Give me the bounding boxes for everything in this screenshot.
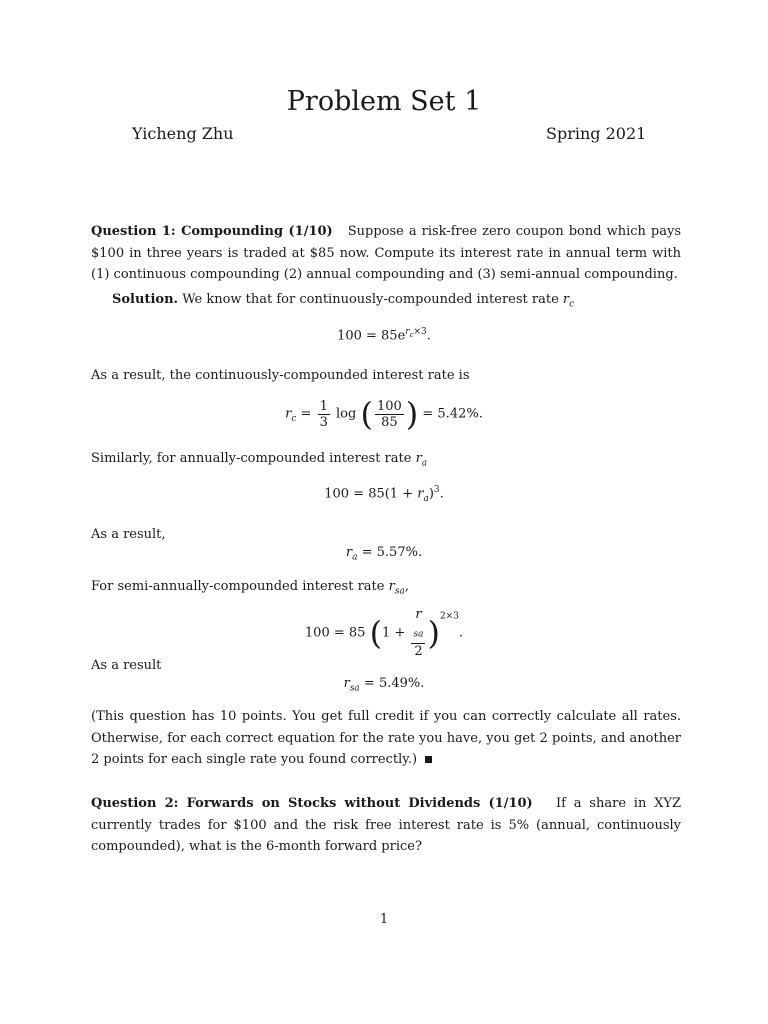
as-result-continuous: As a result, the continuously-compounded interest rate is <box>91 368 470 383</box>
solution-intro: Solution. We know that for continuously-compounded interest rate $r_c$ <box>112 292 575 310</box>
equation-4: $r_a = 5.57\%$. <box>345 545 423 563</box>
question-2 <box>91 793 681 858</box>
equation-3: $100 = 85(1 + r_a)^3$. <box>324 485 444 504</box>
question-2-heading: Question 2: Forwards on Stocks without Dividends (1/10) <box>91 796 533 811</box>
equation-1: $100 = 85e^{r_c\times 3}$. <box>337 327 431 344</box>
term-label: Spring 2021 <box>546 124 647 143</box>
similarly-annual: Similarly, for annually-compounded interest rate $r_a$ <box>91 451 428 469</box>
question-1-text: Suppose a risk-free zero coupon bond which pays $100 in three years is traded at $85 now. Compute its interest rate in annual term with (1) continuous compounding (2) annual compounding and (3) semi-annual compounding. <box>91 224 681 282</box>
page-title: Problem Set 1 <box>286 86 482 117</box>
equation-2: $r_c$ = $\frac{1}{3}$ log ( $\frac{100}{85}$ ) = 5.42%. <box>285 395 483 433</box>
qed-square-icon <box>425 756 432 763</box>
equation-5: 100 = 85 (1 + r $_{sa}$ 2 )$^{2\times 3}$. <box>304 607 464 659</box>
as-result-semi: As a result <box>91 658 162 673</box>
solution-label: Solution. <box>112 292 179 307</box>
author-name: Yicheng Zhu <box>132 124 234 143</box>
question-1-heading: Question 1: Compounding (1/10) <box>91 224 333 239</box>
page-number: 1 <box>379 912 389 927</box>
grading-note: (This question has 10 points. You get full credit if you can correctly calculate all rates. Otherwise, for each correct equation for the rate you have, you get 2 points, and another 2 points for each single rate you found correctly.) <box>91 709 681 767</box>
equation-6: $r_{sa} = 5.49\%$. <box>343 676 425 694</box>
question-1 <box>91 221 681 286</box>
semi-annual-intro: For semi-annually-compounded interest rate $r_{sa}$, <box>91 579 409 597</box>
question-2-text: If a share in XYZ currently trades for $100 and the risk free interest rate is 5% (annual, continuously compounded), what is the 6-month forward price? <box>91 796 681 854</box>
as-result-annual: As a result, <box>91 527 166 542</box>
